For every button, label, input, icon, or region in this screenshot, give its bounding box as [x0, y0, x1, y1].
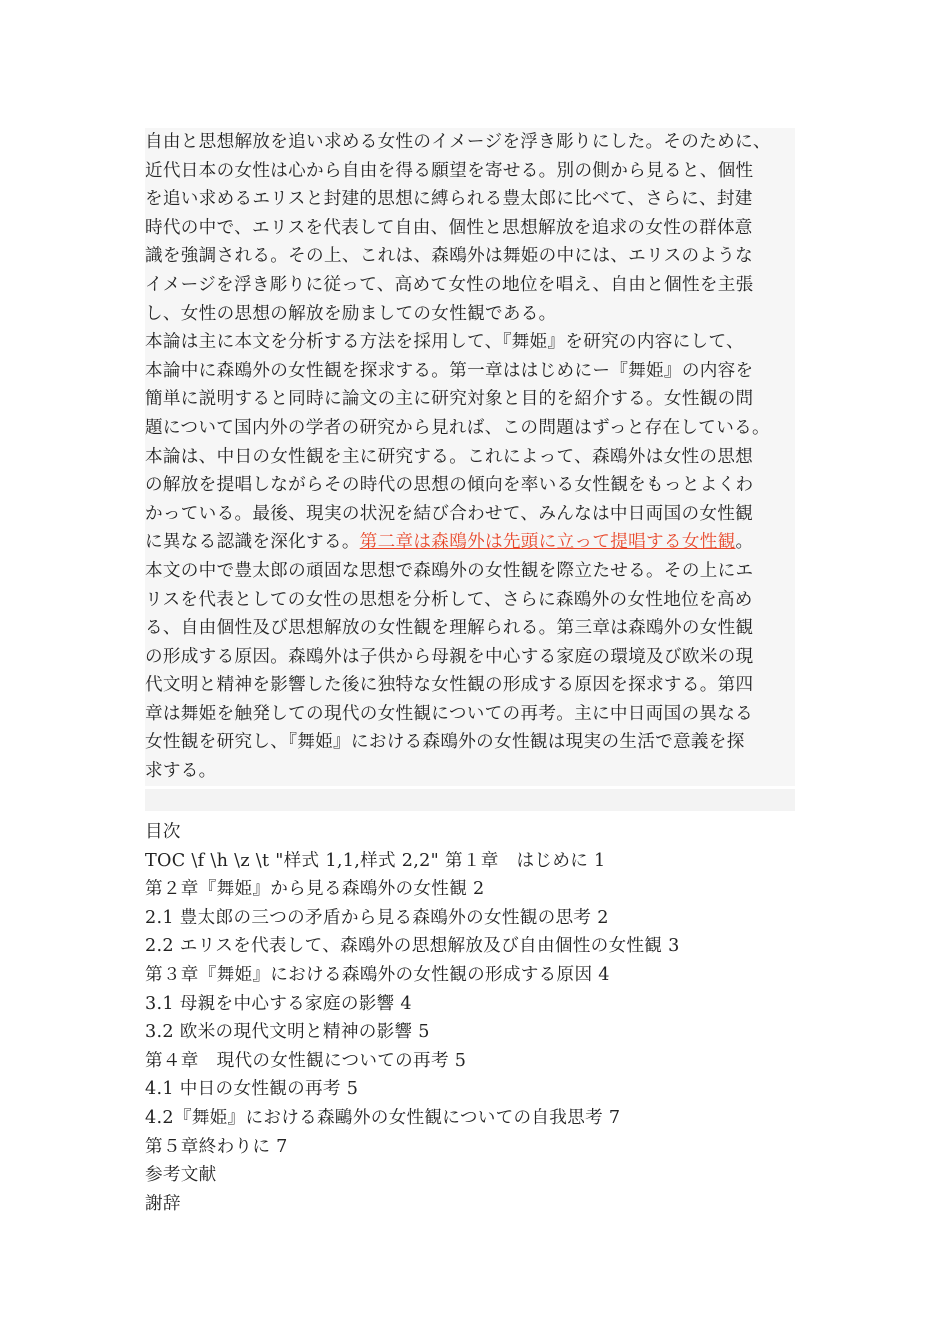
abstract-line: を追い求めるエリスと封建的思想に縛られる豊太郎に比べて、さらに、封建: [145, 185, 795, 214]
abstract-line: 代文明と精神を影響した後に独特な女性観の形成する原因を探求する。第四: [145, 671, 795, 700]
toc-entry[interactable]: 第４章 現代の女性観についての再考 5: [145, 1050, 467, 1071]
abstract-line: リスを代表としての女性の思想を分析して、さらに森鴎外の女性地位を高め: [145, 586, 795, 615]
abstract-line: し、女性の思想の解放を励ましての女性観である。: [145, 300, 795, 329]
abstract-line: 求する。: [145, 757, 795, 786]
toc-entry[interactable]: 第３章『舞姫』における森鴎外の女性観の形成する原因 4: [145, 964, 610, 985]
toc-entry[interactable]: TOC \f \h \z \t "样式 1,1,样式 2,2" 第１章 はじめに 1: [145, 850, 606, 871]
abstract-line: イメージを浮き彫りに従って、高めて女性の地位を唱え、自由と個性を主張: [145, 271, 795, 300]
highlighted-link-text[interactable]: 第二章は森鴎外は先頭に立って提唱する女性観: [359, 532, 736, 553]
toc-entry[interactable]: 4.1 中日の女性観の再考 5: [145, 1079, 359, 1100]
abstract-body: [145, 128, 795, 811]
abstract-line: 本論中に森鴎外の女性観を探求する。第一章ははじめにー『舞姫』の内容を: [145, 357, 795, 386]
abstract-line: 本論は主に本文を分析する方法を採用して、『舞姫』を研究の内容にして、: [145, 328, 795, 357]
abstract-line: かっている。最後、現実の状況を結び合わせて、みんなは中日両国の女性観: [145, 500, 795, 529]
abstract-line: 本文の中で豊太郎の頑固な思想で森鴎外の女性観を際立たせる。その上にエ: [145, 557, 795, 586]
toc-entry[interactable]: 参考文献: [145, 1165, 217, 1186]
abstract-line: 近代日本の女性は心から自由を得る願望を寄せる。別の側から見ると、個性: [145, 157, 795, 186]
abstract-line: の形成する原因。森鴎外は子供から母親を中心する家庭の環境及び欧米の現: [145, 643, 795, 672]
toc-title: 目次: [145, 822, 181, 842]
toc-entry[interactable]: 2.2 エリスを代表して、森鴎外の思想解放及び自由個性の女性観 3: [145, 936, 680, 957]
abstract-line-suffix: 。: [735, 532, 754, 553]
abstract-line-prefix: に異なる認識を深化する。: [145, 532, 360, 553]
toc-entry[interactable]: 4.2『舞姫』における森鷗外の女性観についての自我思考 7: [145, 1107, 621, 1128]
abstract-line: る、自由個性及び思想解放の女性観を理解られる。第三章は森鴎外の女性観: [145, 614, 795, 643]
blank-line: [145, 789, 795, 811]
abstract-line: 題について国内外の学者の研究から見れば、この問題はずっと存在している。: [145, 414, 795, 443]
toc-entry[interactable]: 3.1 母親を中心する家庭の影響 4: [145, 993, 412, 1014]
toc-entry[interactable]: 3.2 欧米の現代文明と精神の影響 5: [145, 1022, 430, 1043]
abstract-line: 章は舞姫を触発しての現代の女性観についての再考。主に中日両国の異なる: [145, 700, 795, 729]
abstract-line: の解放を提唱しながらその時代の思想の傾向を率いる女性観をもっとよくわ: [145, 471, 795, 500]
abstract-line: 自由と思想解放を追い求める女性のイメージを浮き彫りにした。そのために、: [145, 128, 795, 157]
toc-entry[interactable]: 謝辞: [145, 1193, 181, 1214]
abstract-line-highlighted: [145, 528, 795, 557]
toc-entry[interactable]: 第５章終わりに 7: [145, 1136, 288, 1157]
table-of-contents: [145, 818, 795, 1218]
abstract-line: 識を強調される。その上、これは、森鴎外は舞姫の中には、エリスのような: [145, 242, 795, 271]
abstract-line: 時代の中で、エリスを代表して自由、個性と思想解放を追求の女性の群体意: [145, 214, 795, 243]
abstract-line: 簡単に説明すると同時に論文の主に研究対象と目的を紹介する。女性観の問: [145, 385, 795, 414]
toc-entry[interactable]: 2.1 豊太郎の三つの矛盾から見る森鴎外の女性観の思考 2: [145, 907, 609, 928]
toc-entry[interactable]: 第２章『舞姫』から見る森鴎外の女性観 2: [145, 879, 485, 900]
abstract-line: 女性観を研究し、『舞姫』における森鴎外の女性観は現実の生活で意義を探: [145, 728, 795, 757]
abstract-line: 本論は、中日の女性観を主に研究する。これによって、森鴎外は女性の思想: [145, 443, 795, 472]
